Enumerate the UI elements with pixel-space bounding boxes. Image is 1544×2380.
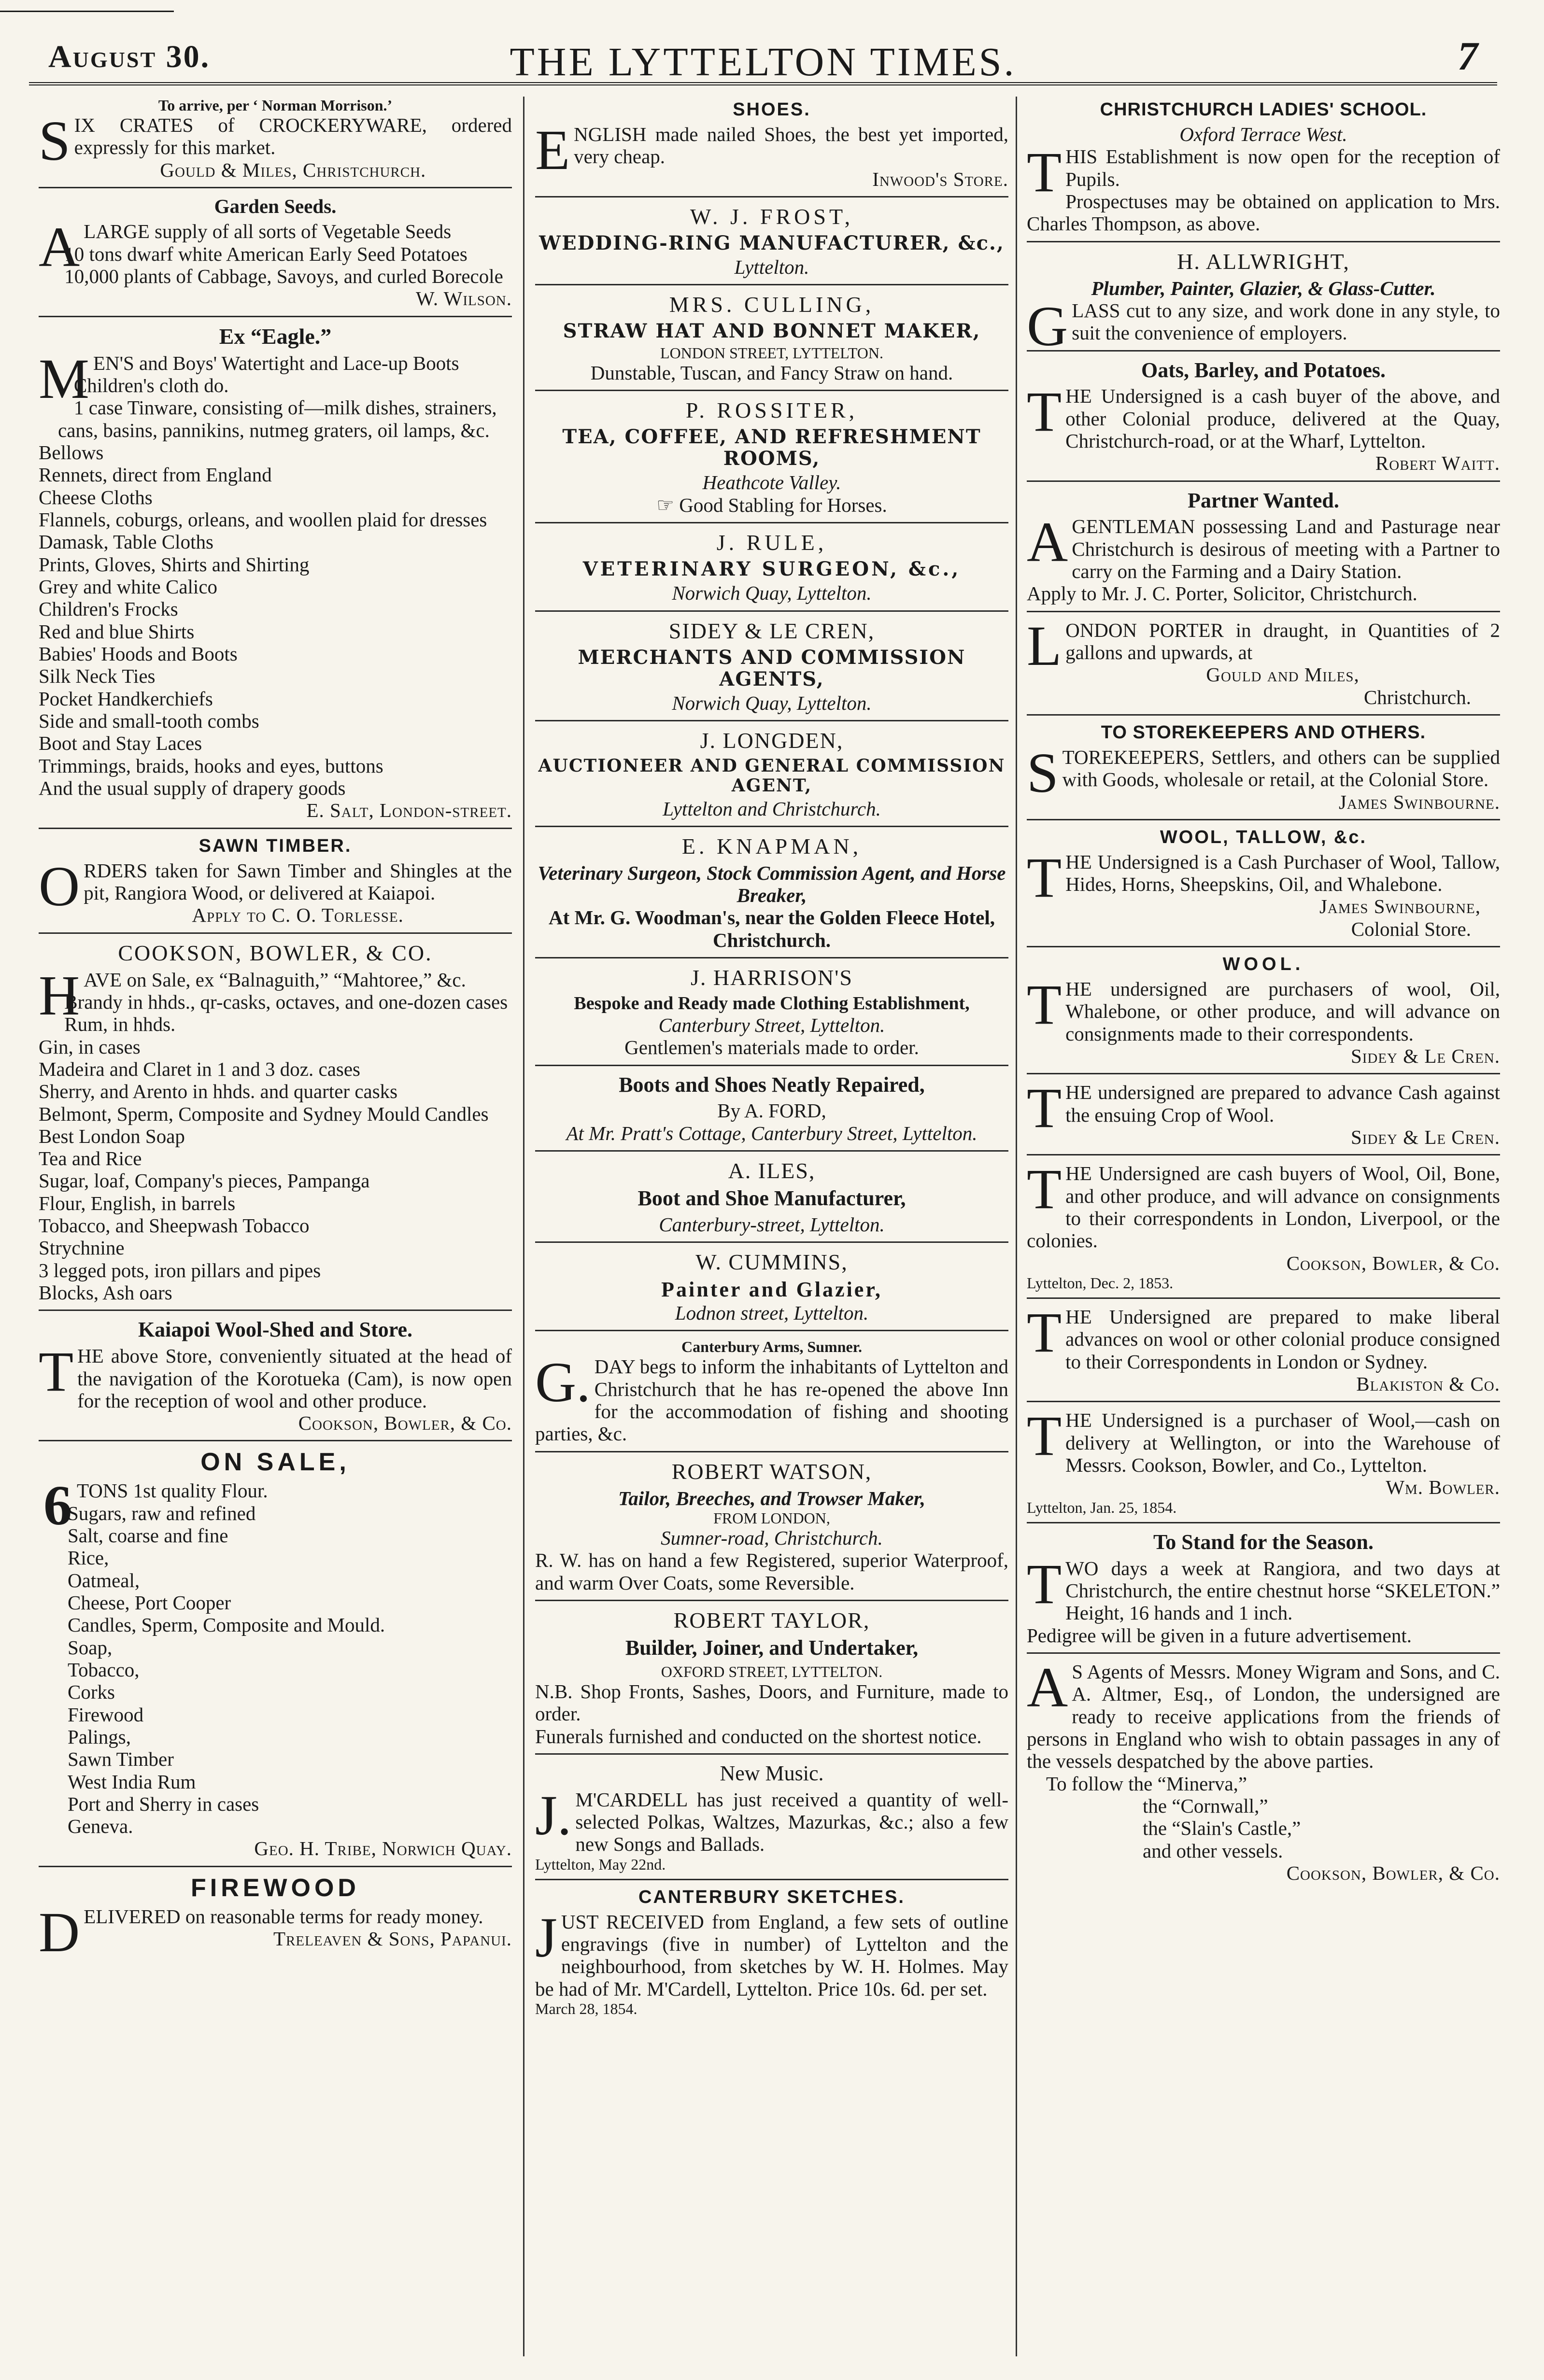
card-harrison [535, 965, 1008, 1066]
card-name: ROBERT TAYLOR, [673, 1608, 870, 1633]
list-item: 10,000 plants of Cabbage, Savoys, and curled Borecole [64, 265, 503, 288]
card-place: Heathcote Valley. [702, 471, 841, 494]
list-item: Cheese Cloths [39, 486, 153, 508]
column-divider [1016, 97, 1017, 2356]
card-name: W. J. FROST, [690, 204, 854, 229]
ad-first-text: TONS 1st quality Flour. [77, 1479, 268, 1502]
ad-body: GLASS cut to any size, and work done in any style, to suit the convenience of employers. [1027, 294, 1500, 358]
ad-signature: James Swinbourne. [1338, 790, 1500, 813]
list-item: Sherry, and Arento in hhds. and quarter casks [39, 1080, 398, 1103]
card-trade: Bespoke and Ready made Clothing Establishment, [574, 993, 970, 1014]
card-trade: Tailor, Breeches, and Trowser Maker, [618, 1487, 925, 1509]
ad-heading: CHRISTCHURCH LADIES' SCHOOL. [1100, 99, 1427, 120]
list-item: 3 legged pots, iron pillars and pipes [39, 1259, 321, 1282]
ad-body: THE Undersigned is a cash buyer of the above, and other Colonial produce, delivered at the Quay, Christchurch-road, or at the Wharf, Lyttelton. [1027, 380, 1500, 452]
ad-body: STOREKEEPERS, Settlers, and others can be supplied with Goods, wholesale or retail, at the Colonial Store. [1027, 741, 1500, 804]
ad-canterbury-sketches [535, 1887, 1008, 2023]
ad-heading: COOKSON, BOWLER, & CO. [118, 940, 433, 965]
ad-ladies-school [1027, 99, 1500, 242]
ad-body: THE above Store, conveniently situated at the head of the navigation of the Korotueka (Cam), is now open for the reception of wool and other produce. [39, 1340, 512, 1412]
list-item: Rice, [68, 1547, 109, 1569]
ad-canterbury-arms [535, 1338, 1008, 1452]
card-extra: N.B. Shop Fronts, Sashes, Doors, and Furniture, made to order. [535, 1680, 1008, 1725]
list-item: Pocket Handkerchiefs [39, 687, 213, 710]
card-name: SIDEY & LE CREN, [668, 618, 875, 643]
list-item: Side and small-tooth combs [39, 710, 259, 732]
list-item: Gin, in cases [39, 1035, 141, 1058]
list-item: Madeira and Claret in 1 and 3 doz. cases [39, 1057, 361, 1080]
list-item: Strychnine [39, 1237, 125, 1259]
card-iles [535, 1158, 1008, 1243]
card-extra: Dunstable, Tuscan, and Fancy Straw on hand. [590, 361, 953, 384]
ad-heading: Oats, Barley, and Potatoes. [1141, 358, 1386, 382]
ad-body: TWO days a week at Rangiora, and two days at Christchurch, the entire chestnut horse “SKELETON.” Height, 16 hands and 1 inch. [1027, 1552, 1500, 1624]
card-place: FROM LONDON, [713, 1509, 830, 1527]
ad-heading: New Music. [720, 1761, 824, 1785]
list-item: Brandy in hhds., qr-casks, octaves, and one-dozen cases [64, 990, 508, 1013]
card-place: Canterbury-street, Lyttelton. [659, 1213, 885, 1236]
list-item: Flour, English, in barrels [39, 1192, 236, 1214]
ad-heading: SAWN TIMBER. [198, 835, 352, 856]
list-item: And the usual supply of drapery goods [39, 776, 346, 799]
ad-body: AS Agents of Messrs. Money Wigram and Sons, and C. A. Altmer, Esq., of London, the undersigned are ready to receive applications from the friends of persons in England who wish to obtain passages in any of the vessels despatched by the above parties. [1027, 1655, 1500, 1773]
card-name: J. RULE, [716, 530, 827, 555]
ad-ex-eagle [39, 324, 512, 829]
card-name: MRS. CULLING, [669, 292, 875, 317]
list-item: Salt, coarse and fine [68, 1524, 228, 1547]
card-trade: Painter and Glazier, [661, 1278, 882, 1302]
list-item: Children's cloth do. [73, 374, 229, 397]
ad-signature-2: Christchurch. [1363, 686, 1471, 708]
ad-signature: Geo. H. Tribe, Norwich Quay. [254, 1837, 512, 1860]
card-rossiter [535, 398, 1008, 523]
card-place: OXFORD STREET, LYTTELTON. [661, 1662, 883, 1680]
card-trade: STRAW HAT AND BONNET MAKER, [563, 320, 981, 343]
ad-shoes [535, 99, 1008, 197]
card-place-2: Sumner-road, Christchurch. [661, 1527, 883, 1549]
ad-heading: WOOL, TALLOW, &c. [1160, 827, 1367, 847]
ad-signature: Treleaven & Sons, Papanui. [273, 1927, 512, 1950]
list-item: Red and blue Shirts [39, 620, 195, 643]
card-extra-2: Funerals furnished and conducted on the shortest notice. [535, 1725, 982, 1747]
column-divider [523, 97, 524, 2356]
ad-date: Lyttelton, Dec. 2, 1853. [1027, 1274, 1174, 1292]
ad-body: THE undersigned are prepared to advance Cash against the ensuing Crop of Wool. [1027, 1076, 1500, 1140]
ad-kaiapoi-wool-shed [39, 1318, 512, 1441]
ad-extra: Apply to Mr. J. C. Porter, Solicitor, Christchurch. [1027, 582, 1417, 605]
card-place: LONDON STREET, LYTTELTON. [660, 344, 883, 362]
newspaper-title: THE LYTTELTON TIMES. [510, 40, 1017, 84]
card-trade: TEA, COFFEE, AND REFRESHMENT ROOMS, [562, 425, 981, 470]
list-item: Flannels, coburgs, orleans, and woollen plaid for dresses [39, 508, 487, 531]
ad-heading: SHOES. [733, 99, 811, 120]
ad-sawn-timber [39, 836, 512, 934]
ad-body: LONDON PORTER in draught, in Quantities of 2 gallons and upwards, at [1027, 614, 1500, 677]
ad-body: ENGLISH made nailed Shoes, the best yet imported, very cheap. [535, 118, 1008, 182]
ad-signature: James Swinbourne, [1319, 895, 1481, 918]
list-item: and other vessels. [1143, 1839, 1283, 1862]
card-name: W. CUMMINS, [695, 1250, 848, 1275]
item-list [68, 1502, 512, 1838]
ad-body: HAVE on Sale, ex “Balnaguith,” “Mahtoree,” &c. [39, 963, 466, 1027]
list-item: Rum, in hhds. [64, 1013, 176, 1036]
card-name: H. ALLWRIGHT, [1177, 249, 1350, 274]
card-trade: AUCTIONEER AND GENERAL COMMISSION AGENT, [538, 756, 1006, 796]
ad-cookson-wool-buyers [1027, 1157, 1500, 1299]
masthead [29, 24, 1497, 84]
list-item: Rennets, direct from England [39, 464, 272, 486]
ad-signature: Sidey & Le Cren. [1350, 1045, 1500, 1067]
list-item: Firewood [68, 1703, 144, 1726]
card-taylor [535, 1608, 1008, 1755]
card-sidey-le-cren [535, 619, 1008, 722]
ad-signature: Cookson, Bowler, & Co. [1286, 1861, 1500, 1884]
card-place: Norwich Quay, Lyttelton. [672, 582, 872, 605]
ad-body: THE Undersigned is a purchaser of Wool,—cash on delivery at Wellington, or into the Warehouse of Messrs. Cookson, Bowler, and Co., Lyttelton. [1027, 1404, 1500, 1477]
card-place: Canterbury Street, Lyttelton. [658, 1014, 885, 1037]
ad-heading: ON SALE, [200, 1448, 350, 1477]
ad-signature: Gould & Miles, Christchurch. [160, 158, 426, 181]
ad-heading: Garden Seeds. [214, 195, 337, 218]
card-culling [535, 292, 1008, 391]
ad-allwright [1027, 249, 1500, 358]
list-item: Corks [68, 1681, 115, 1704]
ad-firewood [39, 1873, 512, 1964]
ad-on-sale [39, 1448, 512, 1867]
card-trade: Plumber, Painter, Glazier, & Glass-Cutter. [1091, 277, 1436, 299]
ad-heading: CANTERBURY SKETCHES. [638, 1887, 905, 1907]
ad-heading: TO STOREKEEPERS AND OTHERS. [1101, 722, 1426, 743]
ad-signature: Blakiston & Co. [1356, 1373, 1500, 1395]
list-item: the “Slain's Castle,” [1143, 1817, 1301, 1840]
ad-blakiston [1027, 1301, 1500, 1402]
ad-body: THE Undersigned is a Cash Purchaser of Wool, Tallow, Hides, Horns, Sheepskins, Oil, and Whalebone. [1027, 845, 1500, 909]
ad-heading: FIREWOOD [191, 1873, 360, 1902]
card-name: P. ROSSITER, [685, 398, 858, 423]
ad-signature: Wm. Bowler. [1386, 1476, 1500, 1499]
ad-new-music [535, 1761, 1008, 1880]
ad-partner-wanted [1027, 489, 1500, 612]
ad-cookson-bowler [39, 941, 512, 1311]
card-place: At Mr. Pratt's Cottage, Canterbury Street, Lyttelton. [566, 1122, 977, 1144]
card-name: A. ILES, [728, 1158, 816, 1183]
ad-body: ALARGE supply of all sorts of Vegetable Seeds [39, 215, 452, 279]
card-frost [535, 204, 1008, 285]
ad-signature: Cookson, Bowler, & Co. [298, 1412, 512, 1435]
list-item: Children's Frocks [39, 598, 178, 620]
masthead-rule [29, 82, 1497, 85]
ad-body: DELIVERED on reasonable terms for ready money. [39, 1900, 483, 1964]
list-item: Sugars, raw and refined [68, 1502, 256, 1524]
top-rule [0, 11, 174, 12]
list-item: Palings, [68, 1725, 131, 1748]
ad-oats-barley [1027, 358, 1500, 482]
card-trade: Builder, Joiner, and Undertaker, [625, 1635, 919, 1660]
card-trade: Boot and Shoe Manufacturer, [637, 1186, 906, 1211]
ad-signature: Robert Waitt. [1375, 452, 1500, 475]
ad-garden-seeds [39, 195, 512, 317]
item-list [39, 374, 512, 799]
ad-heading: Canterbury Arms, Sumner. [681, 1338, 862, 1356]
card-name: J. HARRISON'S [691, 965, 853, 990]
ad-body: G.DAY begs to inform the inhabitants of Lyttelton and Christchurch that he has re-opened the above Inn for the accommodation of fishing and shooting parties, &c. [535, 1351, 1008, 1445]
ad-signature: W. Wilson. [415, 287, 512, 310]
ad-signature: Gould and Miles, [1206, 663, 1360, 686]
list-item: 1 case Tinware, consisting of—milk dishes, strainers, cans, basins, pannikins, nutmeg graters, oil lamps, &c. [58, 396, 497, 441]
card-name: Boots and Shoes Neatly Repaired, [619, 1072, 925, 1097]
card-trade: VETERINARY SURGEON, &c., [582, 558, 961, 581]
ad-heading: Ex “Eagle.” [219, 324, 332, 349]
ad-wool [1027, 954, 1500, 1074]
list-item: Belmont, Sperm, Composite and Sydney Mould Candles [39, 1102, 489, 1125]
ad-extra: Prospectuses may be obtained on application to Mrs. Charles Thompson, as above. [1027, 190, 1500, 235]
card-place: Norwich Quay, Lyttelton. [672, 691, 872, 714]
list-item: Cheese, Port Cooper [68, 1591, 231, 1614]
card-trade: WEDDING-RING MANUFACTURER, &c., [539, 231, 1005, 254]
ad-passage-agents [1027, 1655, 1500, 1890]
list-item: Boot and Stay Laces [39, 732, 202, 755]
list-item: Tea and Rice [39, 1147, 142, 1170]
ad-storekeepers [1027, 722, 1500, 820]
ad-date: Lyttelton, Jan. 25, 1854. [1027, 1498, 1177, 1516]
ad-body: ORDERS taken for Sawn Timber and Shingles at the pit, Rangiora Wood, or delivered at Kaiapoi. [39, 854, 512, 918]
card-rule [535, 530, 1008, 611]
item-list [39, 243, 512, 288]
list-item: West India Rum [68, 1770, 196, 1793]
list-item: the “Cornwall,” [1143, 1794, 1268, 1817]
list-item: Damask, Table Cloths [39, 531, 213, 553]
card-place: At Mr. G. Woodman's, near the Golden Fleece Hotel, Christchurch. [549, 906, 995, 951]
ad-heading: WOOL. [1222, 954, 1304, 975]
ad-body: THE undersigned are purchasers of wool, Oil, Whalebone, or other produce, and will advance on consignments made to their correspondents. [1027, 973, 1500, 1045]
list-item: Bellows [39, 441, 104, 464]
card-name: ROBERT WATSON, [671, 1459, 872, 1484]
column-3 [1027, 97, 1500, 2361]
item-list [39, 991, 512, 1304]
list-item: Sugar, loaf, Company's pieces, Pampanga [39, 1169, 370, 1192]
ad-signature: E. Salt, London-street. [306, 799, 512, 822]
list-item: Tobacco, [68, 1658, 140, 1681]
card-ford [535, 1073, 1008, 1152]
ad-signature: Inwood's Store. [872, 168, 1008, 190]
card-longden [535, 728, 1008, 827]
ad-body: MEN'S and Boys' Watertight and Lace-up Boots [39, 347, 459, 410]
ad-heading: To arrive, per ‘ Norman Morrison.’ [158, 97, 393, 114]
card-knapman [535, 834, 1008, 958]
ad-london-porter [1027, 614, 1500, 716]
ad-stand-season [1027, 1530, 1500, 1654]
ad-body: J.M'CARDELL has just received a quantity of well-selected Polkas, Waltzes, Mazurkas, &c.; also a few new Songs and Ballads. [535, 1783, 1008, 1856]
list-item: Babies' Hoods and Boots [39, 643, 238, 665]
ad-heading: Partner Wanted. [1188, 488, 1339, 512]
ad-extra: Pedigree will be given in a future advertisement. [1027, 1624, 1412, 1647]
page-number: 7 [1458, 34, 1478, 79]
list-item: Prints, Gloves, Shirts and Shirting [39, 553, 310, 576]
list-item: Trimmings, braids, hooks and eyes, buttons [39, 754, 383, 777]
list-item: Blocks, Ash oars [39, 1282, 172, 1304]
column-1 [39, 97, 512, 2361]
ad-heading: Kaiapoi Wool-Shed and Store. [138, 1318, 413, 1342]
card-place: Lodnon street, Lyttelton. [675, 1301, 869, 1324]
card-trade: MERCHANTS AND COMMISSION AGENTS, [578, 646, 966, 690]
drop-number: 6 [43, 1474, 72, 1537]
list-item: Port and Sherry in cases [68, 1792, 259, 1815]
ad-date: March 28, 1854. [535, 2000, 637, 2017]
issue-date: August 30. [48, 39, 211, 74]
card-cummins [535, 1250, 1008, 1331]
ad-subheading: Oxford Terrace West. [1179, 123, 1347, 145]
list-item: Soap, [68, 1636, 113, 1659]
card-trade: By A. FORD, [717, 1099, 826, 1122]
list-item: Geneva. [68, 1815, 133, 1838]
ad-date: Lyttelton, May 22nd. [535, 1855, 666, 1873]
list-item: 10 tons dwarf white American Early Seed Potatoes [64, 242, 467, 265]
vessel-list [1027, 1773, 1500, 1862]
ad-body: AGENTLEMAN possessing Land and Pasturage near Christchurch is desirous of meeting with a Partner to carry on the Farming and a Dairy Station. [1027, 510, 1500, 582]
ad-cash-advance [1027, 1076, 1500, 1155]
card-place: Lyttelton and Christchurch. [663, 797, 881, 820]
card-extra: ☞ Good Stabling for Horses. [656, 493, 887, 516]
ad-wool-tallow [1027, 827, 1500, 947]
card-extra: R. W. has on hand a few Registered, superior Waterproof, and warm Over Coats, some Reversible. [535, 1549, 1008, 1594]
ad-signature: Cookson, Bowler, & Co. [1286, 1252, 1500, 1274]
ad-signature: Sidey & Le Cren. [1350, 1126, 1500, 1148]
list-item: Grey and white Calico [39, 576, 218, 598]
ad-body: THE Undersigned are prepared to make liberal advances on wool or other colonial produce consigned to their Correspondents in London or Sydney. [1027, 1301, 1500, 1373]
ad-signature: Apply to C. O. Torlesse. [192, 904, 404, 927]
card-extra: Gentlemen's materials made to order. [624, 1036, 919, 1059]
card-name: E. KNAPMAN, [681, 833, 862, 859]
ad-body: SIX CRATES of CROCKERYWARE, ordered expressly for this market. [39, 109, 512, 173]
list-item: Silk Neck Ties [39, 665, 156, 688]
list-item: To follow the “Minerva,” [1046, 1772, 1247, 1795]
ad-body: THE Undersigned are cash buyers of Wool, Oil, Bone, and other produce, and will advance on consignments to their correspondents in London, Liverpool, or the colonies. [1027, 1157, 1500, 1252]
list-item: Best London Soap [39, 1125, 185, 1147]
ad-body: THIS Establishment is now open for the reception of Pupils. [1027, 141, 1500, 204]
ad-signature-2: Colonial Store. [1351, 917, 1471, 940]
card-place: Lyttelton. [734, 256, 809, 279]
card-trade: Veterinary Surgeon, Stock Commission Agent, and Horse Breaker, [538, 861, 1006, 907]
list-item: Oatmeal, [68, 1569, 140, 1591]
ad-crockery [39, 97, 512, 188]
list-item: Sawn Timber [68, 1748, 174, 1771]
card-name: J. LONGDEN, [700, 728, 844, 753]
list-item: Candles, Sperm, Composite and Mould. [68, 1614, 385, 1636]
column-2 [535, 97, 1008, 2361]
ad-heading: To Stand for the Season. [1153, 1530, 1374, 1554]
card-watson [535, 1459, 1008, 1601]
ad-bowler [1027, 1404, 1500, 1523]
list-item: Tobacco, and Sheepwash Tobacco [39, 1214, 310, 1237]
ad-body: JUST RECEIVED from England, a few sets of outline engravings (five in number) of Lyttelton and the neighbourhood, from sketches by W. H. Holmes. May be had of Mr. M'Cardell, Lyttelton. Price 10s. 6d. per set. [535, 1905, 1008, 2000]
